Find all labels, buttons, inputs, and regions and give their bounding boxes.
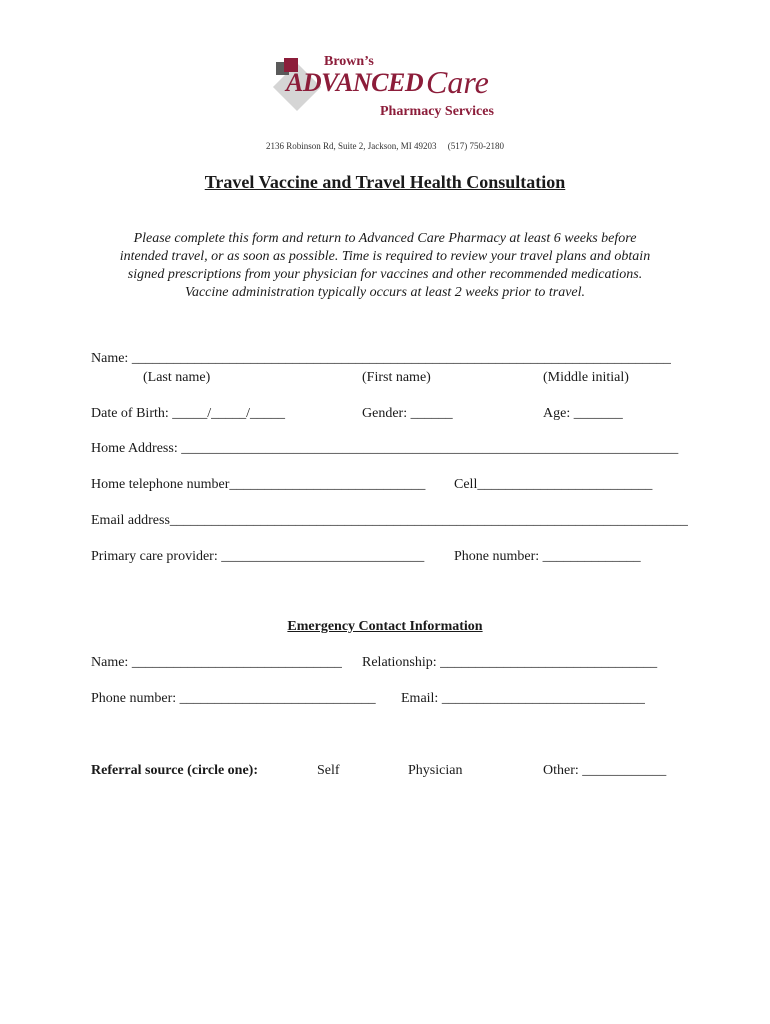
referral-option-self[interactable]: Self — [317, 763, 340, 778]
age-field[interactable]: Age: _______ — [543, 406, 623, 421]
home-phone-field[interactable]: Home telephone number____________________________ — [91, 477, 426, 492]
emergency-name-field[interactable]: Name: ______________________________ — [91, 655, 342, 670]
emergency-email-field[interactable]: Email: _____________________________ — [401, 691, 645, 706]
last-name-label: (Last name) — [143, 370, 211, 385]
name-field[interactable]: Name: _____________________________________________________________________________ — [91, 351, 671, 366]
emergency-phone-field[interactable]: Phone number: ____________________________ — [91, 691, 376, 706]
cell-field[interactable]: Cell_________________________ — [454, 477, 653, 492]
home-address-field[interactable]: Home Address: _______________________________________________________________________ — [91, 441, 679, 456]
middle-initial-label: (Middle initial) — [543, 370, 629, 385]
logo-browns-text: Brown’s — [324, 54, 374, 69]
intro-line: intended travel, or as soon as possible. Time is required to review your travel plans and obtain — [119, 249, 651, 264]
logo-advanced-text: ADVANCED — [286, 68, 424, 97]
email-field[interactable]: Email address__________________________________________________________________________ — [91, 513, 688, 528]
intro-paragraph — [85, 230, 685, 302]
page-title: Travel Vaccine and Travel Health Consultation — [204, 172, 566, 192]
provider-phone-field[interactable]: Phone number: ______________ — [454, 549, 641, 564]
intro-line: Please complete this form and return to Advanced Care Pharmacy at least 6 weeks before — [133, 231, 637, 246]
emergency-relationship-field[interactable]: Relationship: _______________________________ — [362, 655, 658, 670]
intro-line: Vaccine administration typically occurs at least 2 weeks prior to travel. — [184, 285, 586, 300]
first-name-label: (First name) — [362, 370, 431, 385]
referral-label: Referral source (circle one): — [91, 763, 259, 778]
primary-care-field[interactable]: Primary care provider: _____________________________ — [91, 549, 425, 564]
emergency-contact-title: Emergency Contact Information — [287, 619, 483, 634]
logo-care-text: Care — [426, 64, 489, 100]
referral-option-other[interactable]: Other: ____________ — [543, 763, 667, 778]
pharmacy-logo — [270, 52, 520, 124]
intro-line: signed prescriptions from your physician for vaccines and other recommended medications. — [127, 267, 643, 282]
referral-option-physician[interactable]: Physician — [408, 763, 463, 778]
dob-field[interactable]: Date of Birth: _____/_____/_____ — [91, 406, 286, 421]
pharmacy-address: 2136 Robinson Rd, Suite 2, Jackson, MI 49203 (517) 750-2180 — [266, 141, 504, 151]
gender-field[interactable]: Gender: ______ — [362, 406, 453, 421]
logo-pharmacy-text: Pharmacy Services — [380, 104, 494, 119]
